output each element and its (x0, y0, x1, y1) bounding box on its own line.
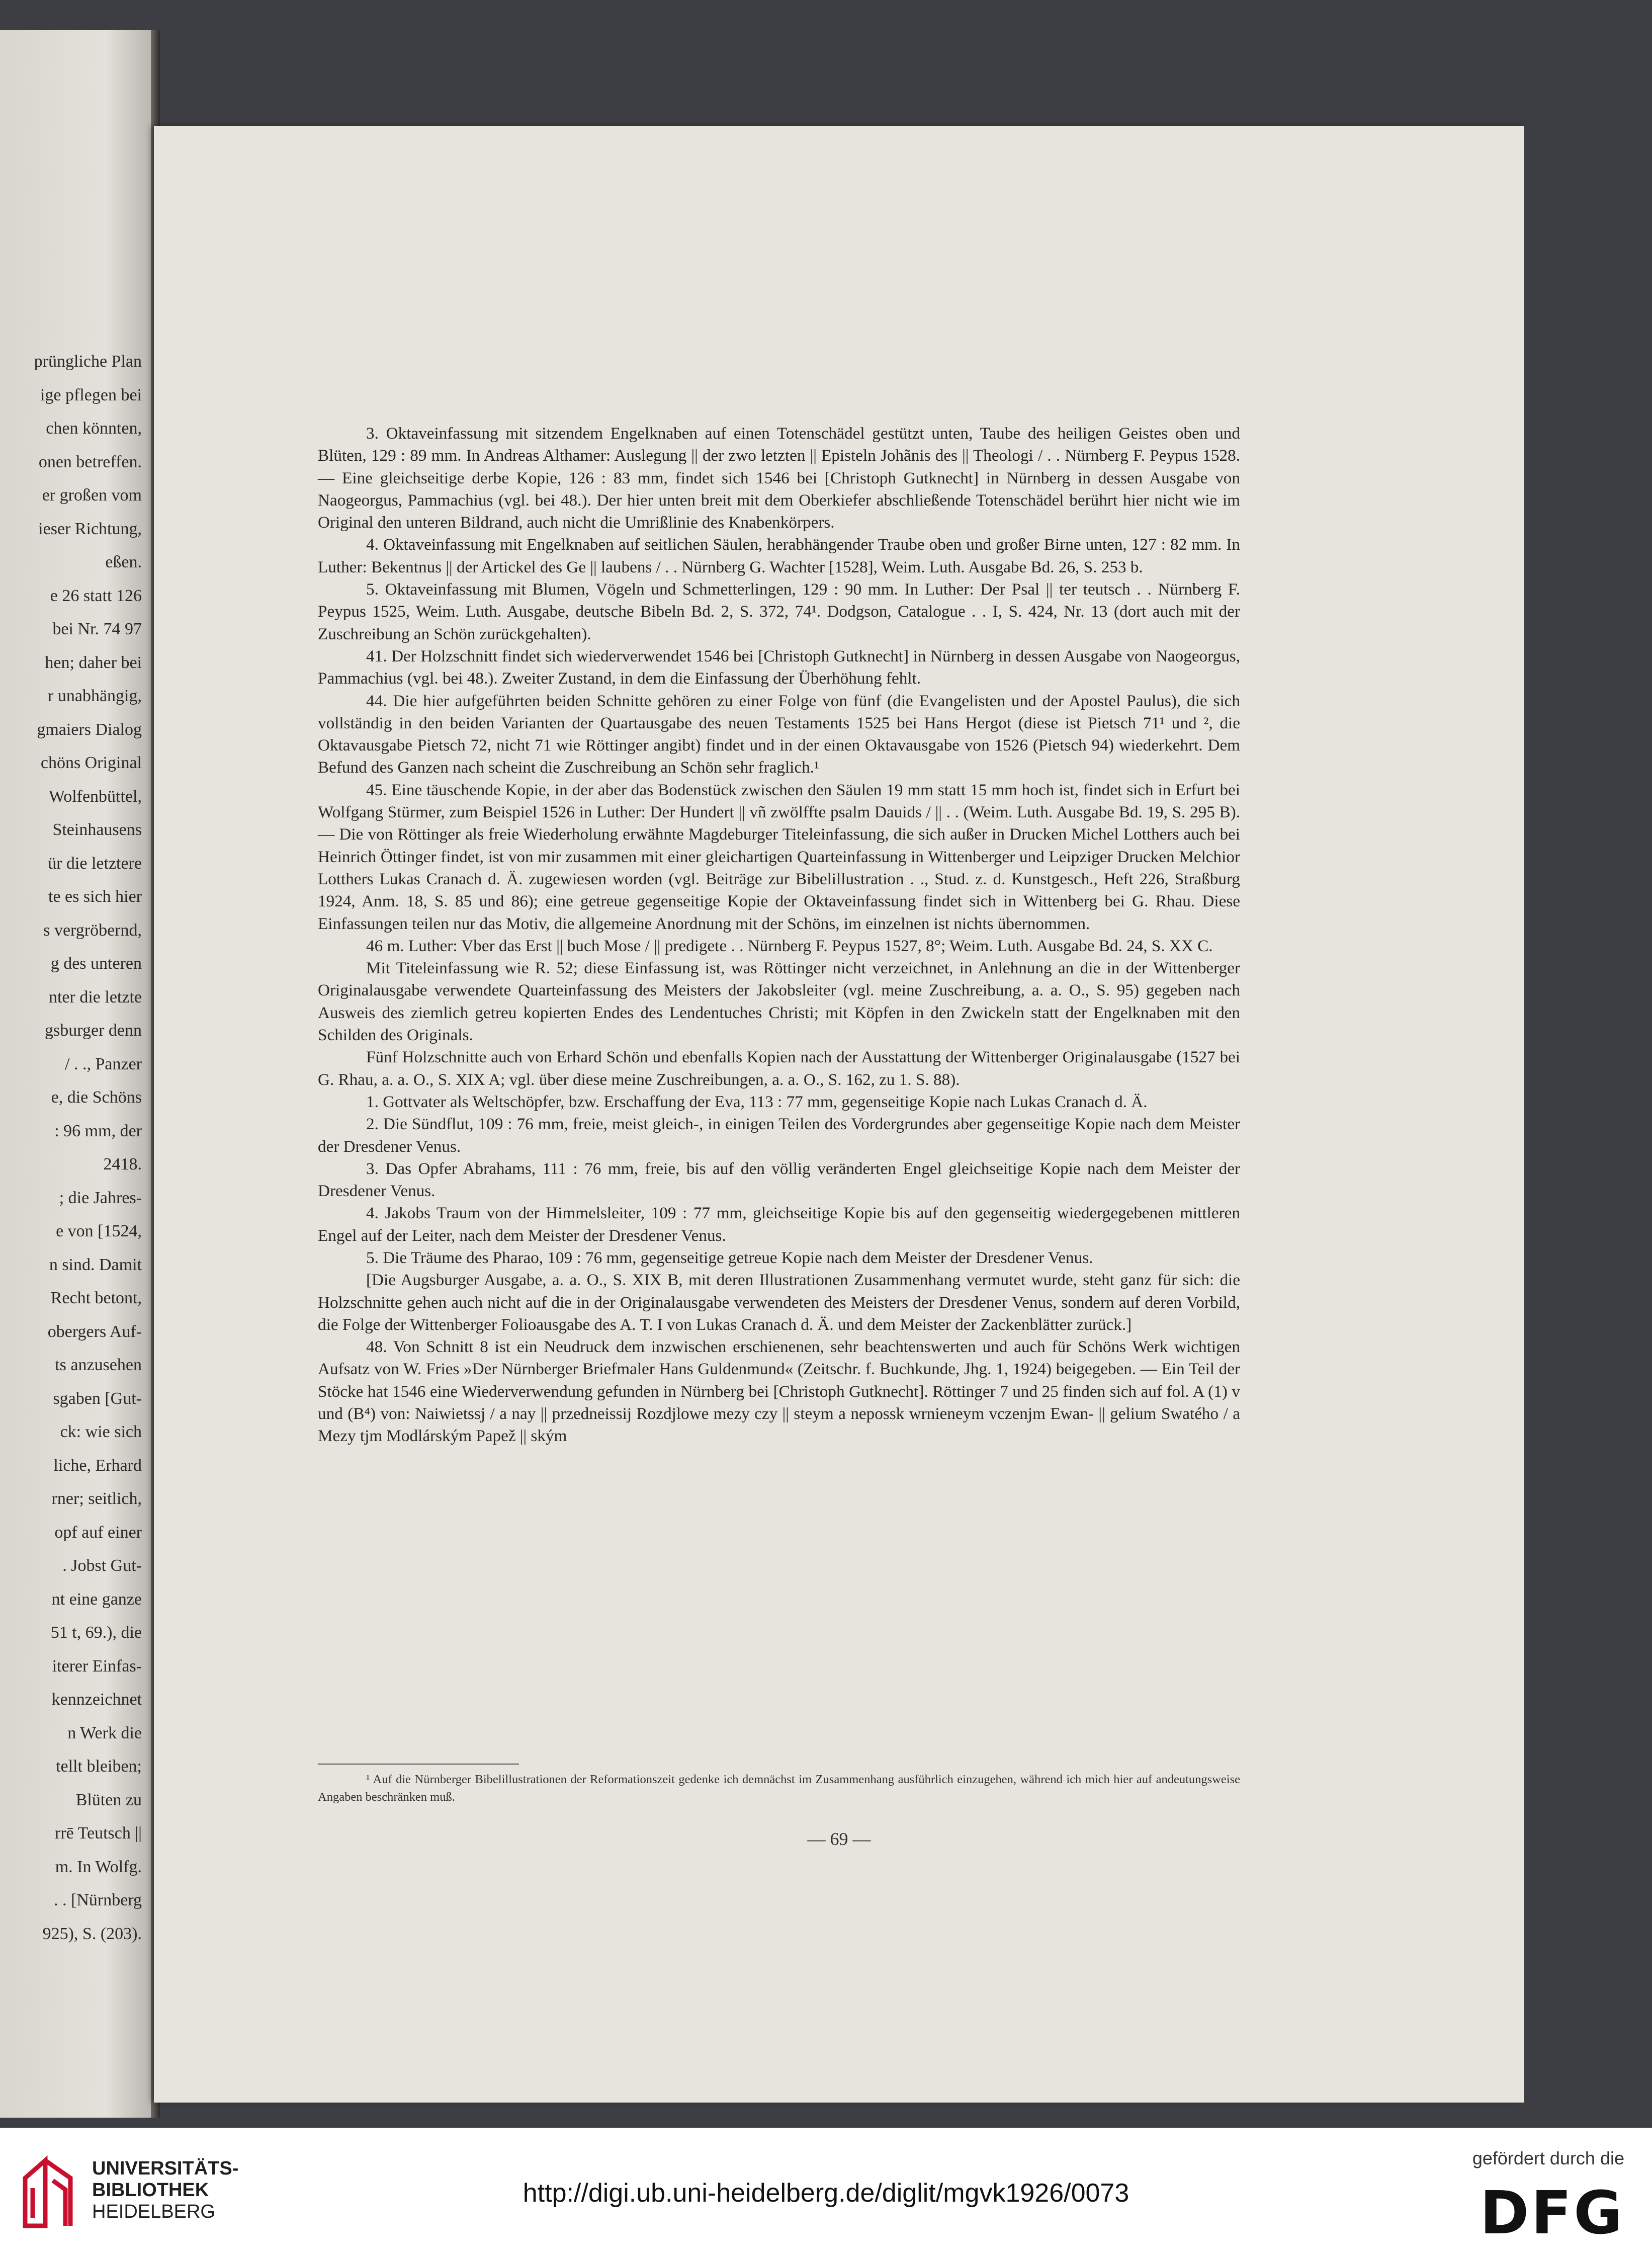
paragraph: 2. Die Sündflut, 109 : 76 mm, freie, meist gleich-, in einigen Teilen des Vordergrundes aber gegenseitige Kopie nach dem Meister der Dresdener Venus. (318, 1115, 1240, 1156)
paragraph: 5. Die Träume des Pharao, 109 : 76 mm, gegenseitige getreue Kopie nach dem Meister der Dresdener Venus. (366, 1248, 1093, 1267)
facing-page-line: ts anzusehen (55, 1356, 142, 1374)
facing-page-line: opf auf einer (54, 1523, 142, 1542)
paragraph: 4. Jakobs Traum von der Himmelsleiter, 109 : 77 mm, gleichseitige Kopie bis auf den gegenseitig wiedergegebenen mittleren Engel auf der Leiter, nach dem Meister der Dresdener Venus. (318, 1204, 1240, 1245)
facing-page-line: ; die Jahres- (59, 1188, 142, 1207)
paragraph: [Die Augsburger Ausgabe, a. a. O., S. XIX B, mit deren Illustrationen Zusammenhang vermutet wurde, steht ganz für sich: die Holzschnitte gehen auch nicht auf die in der Originalausgabe verwendeten des Meisters der Dresdener Venus, sondern auf deren Vorbild, die Folge der Wittenberger Folioausgabe des A. T. I von Lukas Cranach d. Ä. und dem Meister der Zackenblätter zurück.] (318, 1271, 1240, 1334)
facing-page-line: rrē Teutsch || (55, 1824, 142, 1843)
paragraph: 5. Oktaveinfassung mit Blumen, Vögeln und Schmetterlingen, 129 : 90 mm. In Luther: Der Psal || ter teutsch . . Nürnberg F. Peypus 1525, Weim. Luth. Ausgabe, deutsche Bibeln Bd. 2, S. 372, 74¹. Dodgson, Catalogue . . I, S. 424, Nr. 13 (dort auch mit der Zuschreibung an Schön zurückgehalten). (318, 580, 1240, 643)
facing-page-line: 51 t, 69.), die (50, 1623, 142, 1642)
facing-page-line: s vergröbernd, (43, 921, 142, 940)
paragraph: Mit Titeleinfassung wie R. 52; diese Einfassung ist, was Röttinger nicht verzeichnet, in Anlehnung an die in der Wittenberger Originalausgabe verwendete Quarteinfassung des Meisters der Jakobsleiter (vgl. meine Zuschreibung, a. a. O., S. 95) gegeben nach Ausweis des ziemlich getreu kopierten Endes des Lendentuches Christi; mit Köpfen in den Zwickeln statt der Engelknaben mit den Schilden des Originals. (318, 959, 1240, 1045)
facing-page-line: : 96 mm, der (54, 1121, 142, 1140)
facing-page-line: gmaiers Dialog (37, 720, 142, 739)
paragraph: 3. Oktaveinfassung mit sitzendem Engelknaben auf einen Totenschädel gestützt unten, Taube des heiligen Geistes oben und Blüten, 129 : 89 mm. In Andreas Althamer: Auslegung || der zwo letzten || Episteln Johãnis des || Theologi / . . Nürnberg F. Peypus 1528. — Eine gleichseitige derbe Kopie, 126 : 83 mm, findet sich 1546 bei [Christoph Gutknecht] in Nürnberg in dessen Ausgabe von Naogeorgus, Pammachius (vgl. bei 48.). Der hier unten breit mit dem Oberkiefer abschließende Totenschädel berührt hier nicht wie im Original den unteren Bildrand, auch nicht die Umrißlinie des Knabenkörpers. (318, 424, 1240, 532)
paragraph: 41. Der Holzschnitt findet sich wiederverwendet 1546 bei [Christoph Gutknecht] in Nürnberg in dessen Ausgabe von Naogeorgus, Pammachius (vgl. bei 48.). Zweiter Zustand, in dem die Einfassung der Überhöhung fehlt. (318, 646, 1240, 688)
facing-page-line: 2418. (103, 1155, 142, 1174)
facing-page-line: r unabhängig, (48, 687, 142, 705)
paragraph: 1. Gottvater als Weltschöpfer, bzw. Erschaffung der Eva, 113 : 77 mm, gegenseitige Kopie nach Lukas Cranach d. Ä. (366, 1092, 1148, 1111)
facing-page-line: n sind. Damit (49, 1255, 142, 1274)
paragraph: 44. Die hier aufgeführten beiden Schnitte gehören zu einer Folge von fünf (die Evangelisten und der Apostel Paulus), die sich vollständig in den beiden Varianten der Quartausgabe des neuen Testaments 1525 bei Hans Hergot (diese ist Pietsch 71¹ und ², die Oktavausgabe Pietsch 72, nicht 71 wie Röttinger angibt) findet und in der einen Oktavausgabe von 1526 (Pietsch 94) wiederkehrt. Dem Befund des Ganzen nach scheint die Zuschreibung an Schön sehr fraglich.¹ (318, 691, 1240, 777)
facing-page (0, 30, 151, 2118)
facing-page-line: te es sich hier (48, 887, 142, 906)
library-name-line-2: BIBLIOTHEK (92, 2180, 209, 2201)
facing-page-line: iterer Einfas- (52, 1656, 142, 1676)
paragraph: 3. Das Opfer Abrahams, 111 : 76 mm, freie, bis auf den völlig veränderten Engel gleichseitige Kopie nach dem Meister der Dresdener Venus. (318, 1159, 1240, 1201)
facing-page-line: tellt bleiben; (56, 1757, 142, 1776)
facing-page-line: e, die Schöns (51, 1088, 142, 1107)
funding-caption: gefördert durch die (1472, 2148, 1624, 2168)
facing-page-line: er großen vom (42, 486, 142, 505)
facing-page-line: prüngliche Plan (34, 352, 142, 371)
facing-page-line: m. In Wolfg. (55, 1857, 142, 1876)
facing-page-line: ige pflegen bei (40, 385, 142, 404)
facing-page-line: Blüten zu (75, 1790, 142, 1809)
footnote: ¹ Auf die Nürnberger Bibelillustrationen der Reformationszeit gedenke ich demnächst im Zusammenhang ausführlich einzugehen, während ich mich hier auf andeutungsweise Angaben beschränken muß. (318, 1773, 1240, 1804)
facing-page-line: n Werk die (67, 1723, 142, 1742)
paragraph: 45. Eine täuschende Kopie, in der aber das Bodenstück zwischen den Säulen 19 mm statt 15 mm hoch ist, findet sich in Erfurt bei Wolfgang Stürmer, zum Beispiel 1526 in Luther: Der Hundert || vñ zwölffte psalm Dauids / || . . (Weim. Luth. Ausgabe Bd. 19, S. 295 B). — Die von Röttinger als freie Wiederholung erwähnte Magdeburger Titeleinfassung, die sich außer in Drucken Michel Lotthers auch bei Heinrich Öttinger findet, ist von mir zusammen mit einer gleichartigen Quarteinfassung in Wittenberger und Leipziger Drucken Melchior Lotthers Lukas Cranach d. Ä. zugewiesen worden (vgl. Beiträge zur Bibelillustration . ., Stud. z. d. Kunstgesch., Heft 226, Straßburg 1924, Anm. 18, S. 85 und 86); eine getreue gegenseitige Kopie der Oktaveinfassung findet sich in Wittenberg bei G. Rhau. Diese Einfassungen teilen nur das Motiv, die allgemeine Anordnung mit der Schöns, im einzelnen ist nichts übernommen. (318, 780, 1240, 933)
facing-page-line: e von [1524, (56, 1222, 142, 1240)
facing-page-line: ür die letztere (48, 854, 142, 873)
page-number: — 69 — (807, 1829, 871, 1849)
facing-page-line: chöns Original (40, 754, 142, 772)
facing-page-line: rner; seitlich, (51, 1489, 142, 1508)
facing-page-line: onen betreffen. (38, 452, 142, 471)
facing-page-line: Wolfenbüttel, (48, 787, 142, 806)
footnote-rule (318, 1764, 519, 1765)
facing-page-line: Steinhausens (52, 820, 142, 839)
facing-page-line: obergers Auf- (47, 1322, 142, 1341)
facing-page-line: liche, Erhard (53, 1456, 142, 1475)
footer-bar (0, 2128, 1652, 2259)
facing-page-line: chen könnten, (46, 419, 142, 438)
facing-page-line: nter die letzte (48, 987, 142, 1007)
paragraph: Fünf Holzschnitte auch von Erhard Schön und ebenfalls Kopien nach der Ausstattung der Wittenberger Originalausgabe (1527 bei G. Rhau, a. a. O., S. XIX A; vgl. über diese meine Zuschreibungen, a. a. O., S. 162, zu 1. S. 88). (318, 1048, 1240, 1089)
body-text (318, 423, 1240, 1448)
facing-page-line: ck: wie sich (60, 1423, 142, 1441)
facing-page-line: bei Nr. 74 97 (52, 620, 142, 638)
facing-page-line: g des unteren (50, 954, 142, 973)
facing-page-line: ieser Richtung, (38, 519, 142, 538)
permalink-url[interactable]: http://digi.ub.uni-heidelberg.de/diglit/mgvk1926/0073 (523, 2179, 1129, 2208)
paragraph: 4. Oktaveinfassung mit Engelknaben auf seitlichen Säulen, herabhängender Traube oben und großer Birne unten, 127 : 82 mm. In Luther: Bekentnus || der Artickel des Ge || laubens / . . Nürnberg G. Wachter [1528], Weim. Luth. Ausgabe Bd. 26, S. 253 b. (318, 535, 1240, 576)
facing-page-line: e 26 statt 126 (50, 586, 142, 605)
facing-page-line: Recht betont, (50, 1289, 142, 1307)
facing-page-line: 925), S. (203). (42, 1924, 142, 1943)
facing-page-line: gsburger denn (45, 1021, 142, 1040)
facing-page-line: hen; daher bei (45, 653, 142, 672)
library-name-line-3: HEIDELBERG (92, 2201, 215, 2222)
scanned-page (154, 126, 1524, 2103)
dfg-logo: DFG (1480, 2178, 1624, 2247)
facing-page-line: kennzeichnet (51, 1690, 142, 1709)
facing-page-line: / . ., Panzer (65, 1054, 142, 1073)
paragraph: 48. Von Schnitt 8 ist ein Neudruck dem inzwischen erschienenen, sehr beachtenswerten und auch für Schöns Werk wichtigen Aufsatz von W. Fries »Der Nürnberger Briefmaler Hans Guldenmund« (Zeitschr. f. Buchkunde, Jhg. 1, 1924) beigegeben. — Ein Teil der Stöcke hat 1546 eine Wiederverwendung gefunden in Nürnberg bei [Christoph Gutknecht]. Röttinger 7 und 25 finden sich auf fol. A (1) v und (B⁴) von: Naiwietssj / a nay || przedneissij Rozdjlowe mezy czy || steym a nepossk wrnieneym vczenjm Ewan- || gelium Swatého / a Mezy tjm Modlárským Papež || ským (318, 1337, 1240, 1446)
facing-page-line: . Jobst Gut- (62, 1556, 142, 1575)
facing-page-line: . . [Nürnberg (54, 1891, 142, 1909)
facing-page-line: nt eine ganze (51, 1589, 142, 1609)
paragraph: 46 m. Luther: Vber das Erst || buch Mose / || predigete . . Nürnberg F. Peypus 1527, 8°; Weim. Luth. Ausgabe Bd. 24, S. XX C. (366, 936, 1213, 955)
library-name-line-1: UNIVERSITÄTS- (92, 2158, 239, 2179)
facing-page-line: sgaben [Gut- (53, 1389, 142, 1408)
facing-page-line: eßen. (105, 553, 142, 571)
